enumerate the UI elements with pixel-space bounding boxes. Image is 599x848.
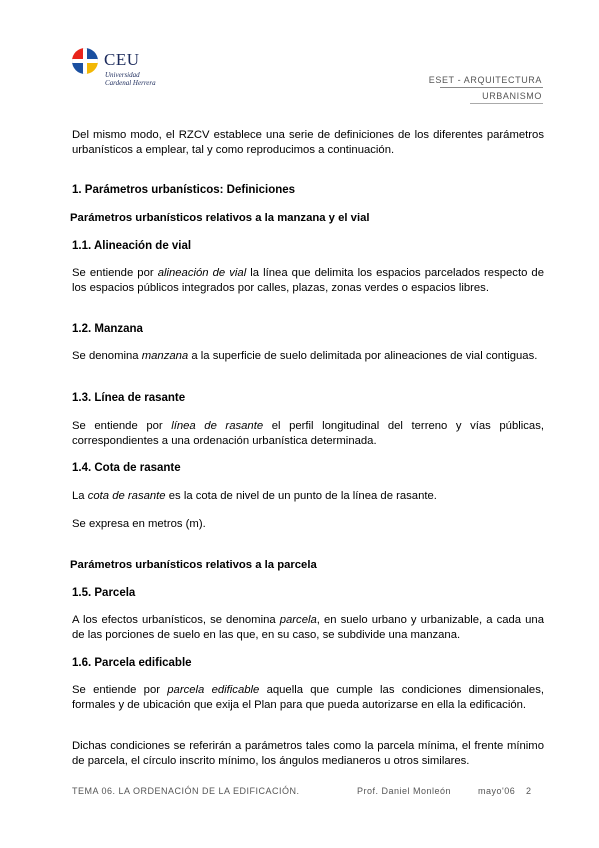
paragraph-cota-de-rasante: La cota de rasante es la cota de nivel de un punto de la línea de rasante. <box>72 490 437 502</box>
group-title-manzana: Parámetros urbanísticos relativos a la manzana y el vial <box>70 212 370 224</box>
footer-date: mayo'06 <box>478 786 516 796</box>
heading-cota-de-rasante: 1.4. Cota de rasante <box>72 462 181 474</box>
header-divider <box>440 87 543 88</box>
university-line-1: Universidad <box>105 71 140 79</box>
term-alineacion-de-vial: alineación de vial <box>157 267 247 279</box>
section-title: 1. Parámetros urbanísticos: Definiciones <box>72 184 296 196</box>
term-parcela-edificable: parcela edificable <box>167 684 260 696</box>
paragraph-parcela: A los efectos urbanísticos, se denomina parcela, en suelo urbano y urbanizable, a cada una de las porciones de suelo en las que, en su caso, se subdivide una manzana. <box>72 614 544 641</box>
university-line-2: Cardenal Herrera <box>105 79 156 87</box>
heading-manzana: 1.2. Manzana <box>72 323 143 335</box>
group-title-parcela: Parámetros urbanísticos relativos a la parcela <box>70 559 317 571</box>
intro-paragraph: Del mismo modo, el RZCV establece una serie de definiciones de los diferentes parámetros urbanísticos a emplear, tal y como reproducimos a continuación. <box>72 129 544 156</box>
paragraph-alineacion-de-vial: Se entiende por alineación de vial la línea que delimita los espacios parcelados respecto de los espacios públicos integrados por calles, plazas, zonas verdes o espacios libres. <box>72 267 544 294</box>
ceu-logo-icon <box>72 48 98 74</box>
footer-topic: TEMA 06. LA ORDENACIÓN DE LA EDIFICACIÓN. <box>72 786 300 796</box>
term-parcela: parcela <box>279 614 317 626</box>
footer-author: Prof. Daniel Monleón <box>357 786 452 796</box>
school-name: ESET - ARQUITECTURA <box>428 75 542 85</box>
paragraph-manzana: Se denomina manzana a la superficie de suelo delimitada por alineaciones de vial contiguas. <box>72 350 538 362</box>
paragraph-cota-unidad: Se expresa en metros (m). <box>72 518 206 530</box>
paragraph-parcela-edificable: Se entiende por parcela edificable aquella que cumple las condiciones dimensionales, formales y de ubicación que exija el Plan para que pueda autorizarse en ella la edificación. <box>72 684 544 711</box>
heading-linea-de-rasante: 1.3. Línea de rasante <box>72 392 186 404</box>
heading-alineacion-de-vial: 1.1. Alineación de vial <box>72 240 192 252</box>
logo-text: CEU <box>104 50 140 69</box>
page-number: 2 <box>526 786 532 796</box>
heading-parcela-edificable: 1.6. Parcela edificable <box>72 657 192 669</box>
university-name <box>105 71 156 87</box>
paragraph-linea-de-rasante: Se entiende por línea de rasante el perfil longitudinal del terreno y vías públicas, correspondientes a una ordenación urbanística determinada. <box>72 420 544 447</box>
term-linea-de-rasante: línea de rasante <box>171 420 264 432</box>
department-name: URBANISMO <box>482 91 542 101</box>
term-cota-de-rasante: cota de rasante <box>87 490 166 502</box>
paragraph-condiciones: Dichas condiciones se referirán a parámetros tales como la parcela mínima, el frente mínimo de parcela, el círculo inscrito mínimo, los ángulos medianeros u otros similares. <box>72 740 544 767</box>
heading-parcela: 1.5. Parcela <box>72 587 136 599</box>
term-manzana: manzana <box>141 350 189 362</box>
header-divider-2 <box>470 103 543 104</box>
